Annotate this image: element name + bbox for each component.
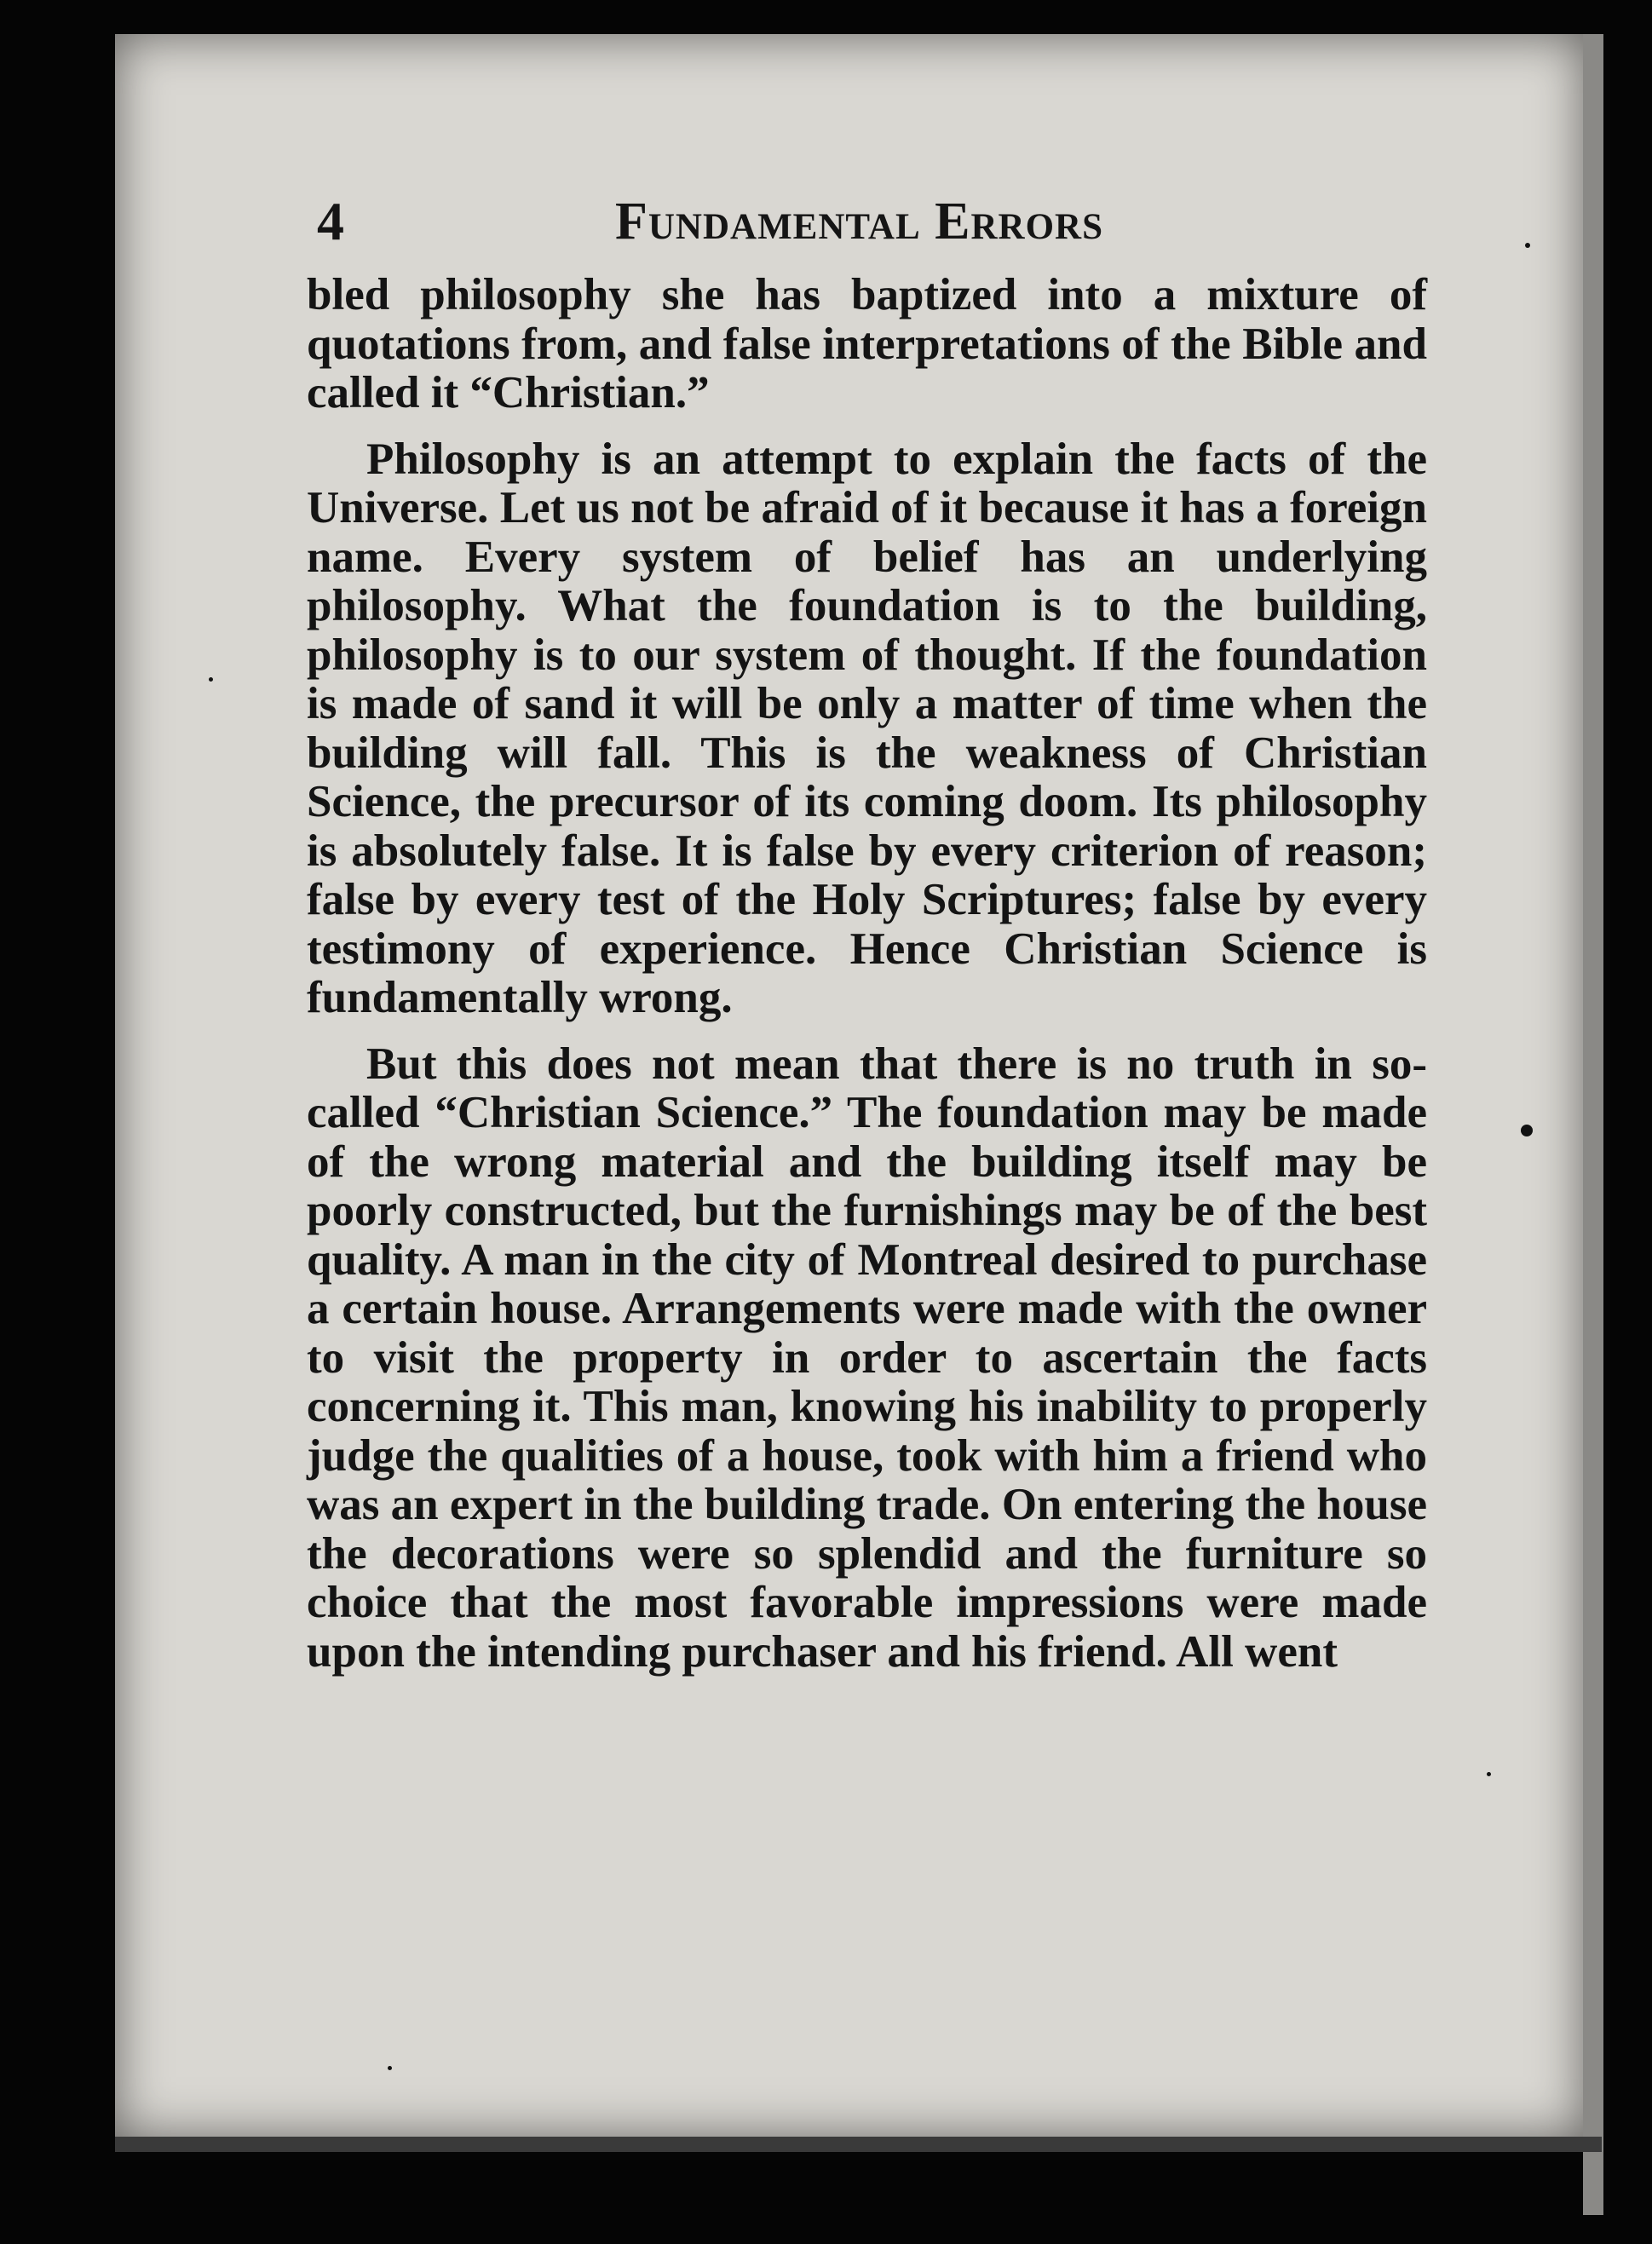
- page-edge-bottom: [115, 2137, 1602, 2152]
- page-edge-right: [1583, 34, 1603, 2215]
- page-header: [317, 183, 1425, 260]
- scan-speck: [1487, 1772, 1491, 1776]
- body-text: [307, 271, 1427, 1677]
- scan-speck: [388, 2066, 392, 2070]
- scan-speck: [1521, 1125, 1533, 1136]
- running-title: Fundamental Errors: [615, 193, 1104, 250]
- page-number: 4: [317, 191, 344, 251]
- paragraph-philosophy: Philosophy is an attempt to explain the facts of the Universe. Let us not be afraid of it because it has a foreign name. Every system of belief has an underlying philosophy. What the foundation is to the building, philosophy is to our system of thought. If the foundation is made of sand it will be only a matter of time when the building will fall. This is the weakness of Christian Science, the precursor of its coming doom. Its philosophy is absolutely false. It is false by every criterion of reason; false by every test of the Holy Scriptures; false by every testimony of experience. Hence Christian Science is fundamentally wrong.: [307, 434, 1427, 1022]
- scan-speck: [209, 677, 213, 682]
- paragraph-continuation: bled philosophy she has baptized into a mixture of quotations from, and false interpretations of the Bible and called it “Christian.”: [307, 270, 1427, 417]
- paragraph-truth: But this does not mean that there is no truth in so-called “Christian Science.” The foundation may be made of the wrong material and the building itself may be poorly constructed, but the furnishings may be of the best quality. A man in the city of Montreal desired to purchase a certain house. Arrangements were made with the owner to visit the property in order to ascertain the facts concerning it. This man, knowing his inability to properly judge the qualities of a house, took with him a friend who was an expert in the building trade. On entering the house the decorations were so splendid and the furniture so choice that the most favorable impressions were made upon the intending purchaser and his friend. All went: [307, 1039, 1427, 1677]
- scan-speck: [1525, 243, 1530, 248]
